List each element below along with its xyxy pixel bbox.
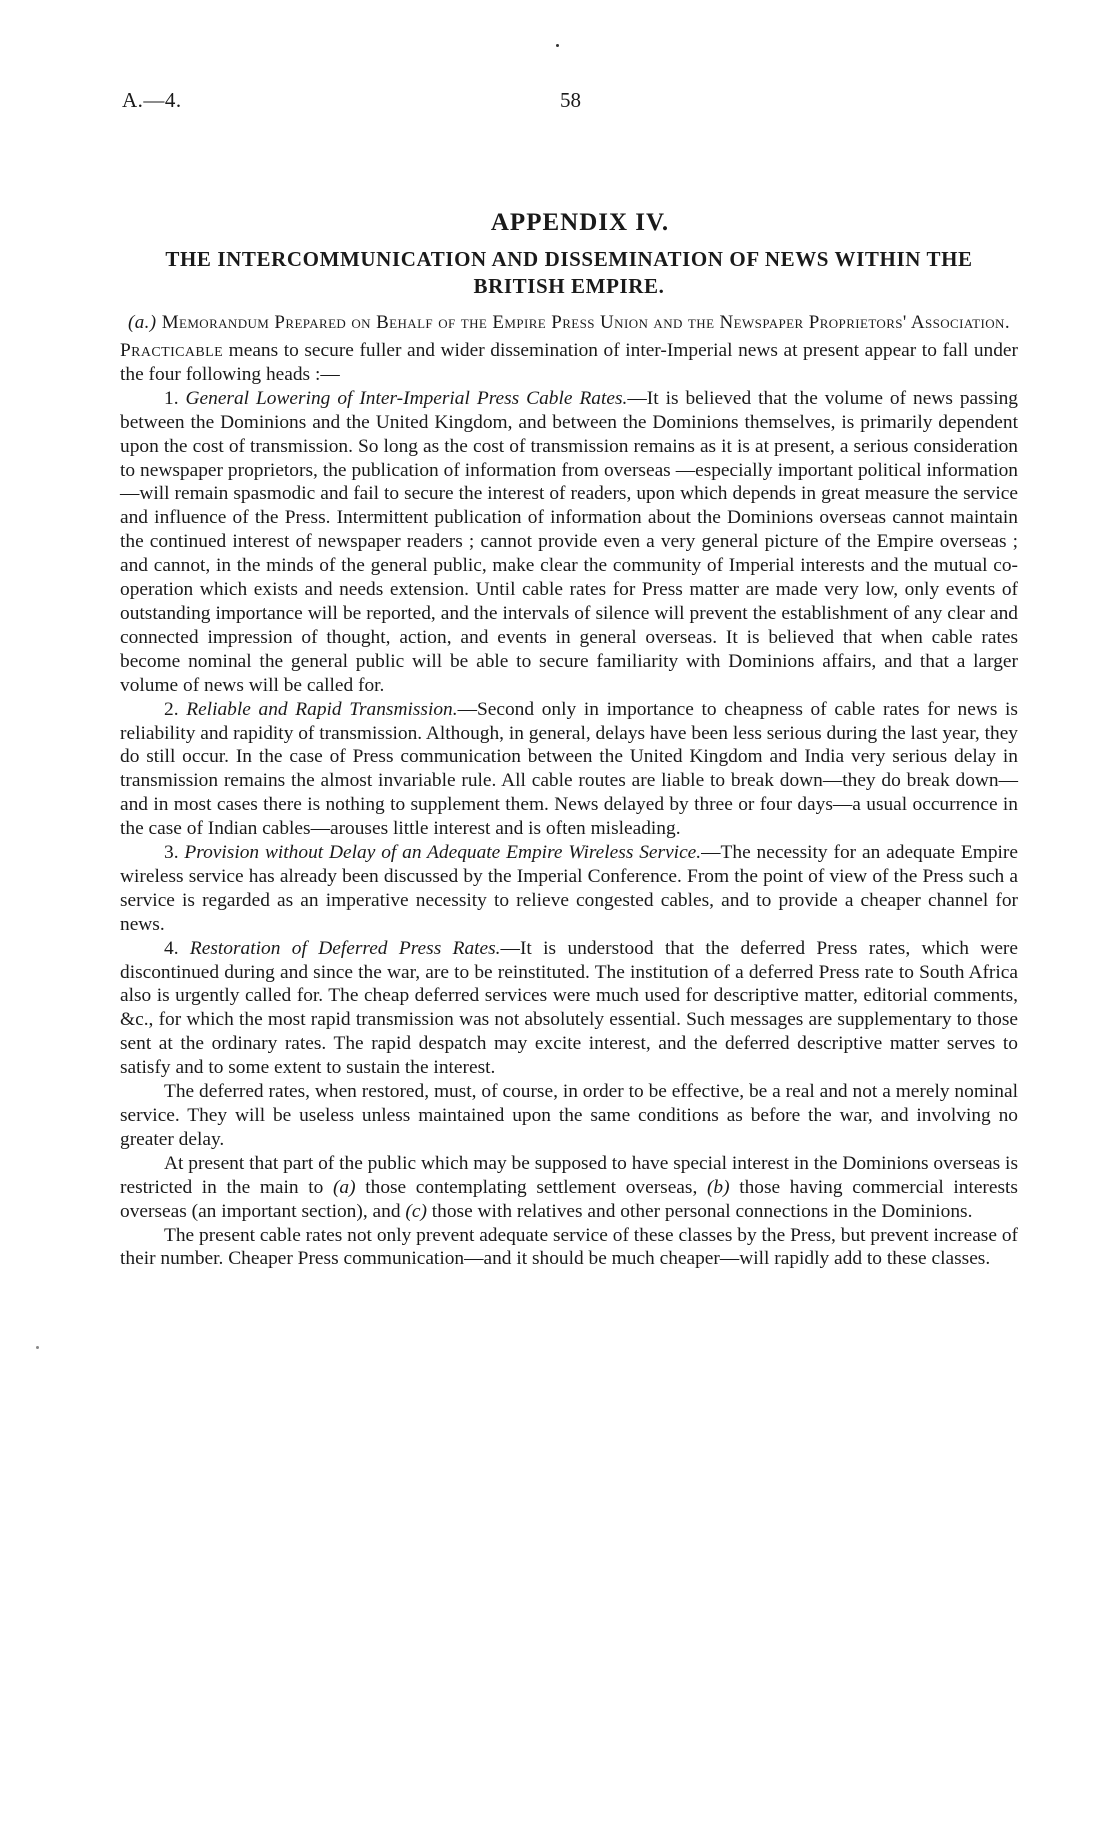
head-number: 2. <box>164 698 179 720</box>
paragraph-text: —The necessity for an adequate Empire wireless service has already been discussed by the Imperial Conference. From the point of view of the Press such a service is regarded as an imperative necessity to relieve congested cables, and to provide a cheaper channel for news. <box>120 842 1018 935</box>
paragraph-cable-rates: The present cable rates not only prevent adequate service of these classes by the Press, but prevent increase of their number. Cheaper Press communication—and it should be much cheaper—will rapidly add to these classes. <box>120 1224 1018 1270</box>
head-title: Provision without Delay of an Adequate Empire Wireless Service. <box>184 842 702 864</box>
memorandum-label: (a.) <box>128 312 157 333</box>
page-number: 58 <box>560 88 581 112</box>
list-marker-a: (a) <box>332 1176 356 1198</box>
paragraph-deferred-rates: The deferred rates, when restored, must, of course, in order to be effective, be a real and not a merely nominal service. They will be useless unless maintained upon the same conditions as before the war, and involving no greater delay. <box>120 1081 1018 1150</box>
head-title: Reliable and Rapid Transmission. <box>186 698 458 720</box>
memorandum-title-text: Memorandum Prepared on Behalf of the Empire Press Union and the Newspaper Proprietors' Association. <box>161 312 1010 333</box>
paragraph-text: those contemplating settlement overseas, <box>355 1176 707 1198</box>
main-title: THE INTERCOMMUNICATION AND DISSEMINATION OF NEWS WITHIN THE BRITISH EMPIRE. <box>165 247 973 298</box>
paragraph-text: —It is believed that the volume of news passing between the Dominions and the United Kingdom, and between the Dominions themselves, is primarily dependent upon the cost of transmission. So long as the cost of transmission remains as it is at present, a serious consideration to newspaper proprietors, the publication of information from overseas —especially important political information—will remain spasmodic and fail to secure the interest of readers, upon which depends in great measure the service and influence of the Press. Intermittent publication of information about the Dominions overseas cannot maintain the continued interest of newspaper readers ; cannot provide even a very general picture of the Empire overseas ; and cannot, in the minds of the general public, make clear the community of Imperial interests and the mutual co-operation which exists and needs extension. Until cable rates for Press matter are made very low, only events of outstanding importance will be reported, and the intervals of silence will prevent the establishment of any clear and connected impression of thought, action, and events in general overseas. It is believed that when cable rates become nominal the general public will be able to secure familiarity with Dominions affairs, and that a larger volume of news will be called for. <box>120 387 1018 696</box>
page-reference: A.—4. <box>122 88 182 112</box>
body-text <box>120 339 1018 1271</box>
paragraph-head-2 <box>120 698 1018 841</box>
paragraph-text: those having commercial interests overseas (an important section), and <box>120 1176 1018 1222</box>
paragraph-head-1 <box>120 387 1018 698</box>
paragraph-public-interest <box>120 1152 1018 1224</box>
paragraph-text: those with relatives and other personal connections in the Dominions. <box>426 1200 973 1222</box>
head-number: 4. <box>164 937 179 959</box>
print-speck <box>556 44 559 47</box>
head-number: 1. <box>164 387 179 409</box>
list-marker-c: (c) <box>405 1200 427 1222</box>
paragraph-text: At present that part of the public which may be supposed to have special interest in the Dominions overseas is restricted in the main to <box>120 1152 1018 1198</box>
paragraph-head-4 <box>120 937 1018 1080</box>
list-marker-b: (b) <box>706 1176 730 1198</box>
head-title: Restoration of Deferred Press Rates. <box>189 937 501 959</box>
lead-word: Practicable <box>120 340 224 361</box>
paragraph-text: —It is understood that the deferred Press rates, which were discontinued during and since the war, are to be reinstituted. The institution of a deferred Press rate to South Africa also is urgently called for. The cheap deferred services were much used for descriptive matter, editorial comments, &c., for which the most rapid transmission was not absolutely essential. Such messages are supplementary to those sent at the ordinary rates. The rapid despatch may excite interest, and the deferred descriptive matter serves to satisfy and to some extent to sustain the interest. <box>120 937 1018 1079</box>
head-title: General Lowering of Inter-Imperial Press Cable Rates. <box>185 387 628 409</box>
paragraph-text: —Second only in importance to cheapness of cable rates for news is reliability and rapidity of transmission. Although, in general, delays have been less serious during the last year, they do still occur. In the case of Press communication between the United Kingdom and India very serious delay in transmission remains the almost invariable rule. All cable routes are liable to break down—they do break down—and in most cases there is nothing to supplement them. News delayed by three or four days—a usual occurrence in the case of Indian cables—arouses little interest and is often misleading. <box>120 698 1018 840</box>
appendix-title: APPENDIX IV. <box>490 209 670 236</box>
paragraph-intro <box>120 339 1018 387</box>
head-number: 3. <box>164 842 179 864</box>
memorandum-title <box>120 310 1018 335</box>
paragraph-text: means to secure fuller and wider dissemination of inter-Imperial news at present appear to fall under the four following heads :— <box>120 340 1018 385</box>
page-content <box>120 208 1018 1271</box>
margin-speck <box>36 1346 39 1349</box>
paragraph-head-3 <box>120 841 1018 937</box>
